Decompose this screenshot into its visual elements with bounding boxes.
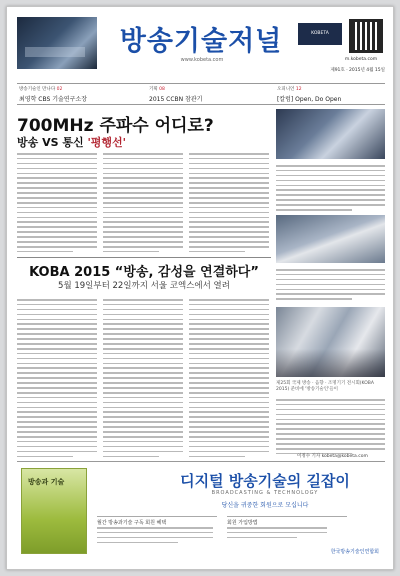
- magazine-cover: [21, 468, 87, 554]
- masthead-photo: [17, 17, 97, 69]
- masthead: [17, 17, 385, 79]
- article-body-column: [189, 153, 269, 256]
- article-body-column: [276, 269, 385, 303]
- article-body-column: [276, 165, 385, 214]
- ad-tagline: 당신을 귀중한 회원으로 모십니다: [221, 502, 309, 509]
- article-body-column: [276, 399, 385, 458]
- masthead-url: www.kobeta.com: [180, 57, 224, 63]
- koba-photo-caption: 제25회 국제 방송 · 음향 · 조명기기 전시회(KOBA 2015) 준비에 '방송기술인'들이: [276, 381, 374, 392]
- ad-headline: 디지털 방송기술의 길잡이: [180, 472, 350, 490]
- index-item: [19, 86, 87, 103]
- lead-photo: [276, 109, 385, 159]
- index-headline: [칼럼] Open, Do Open: [277, 96, 342, 103]
- divider: [17, 257, 271, 258]
- index-page: 12: [295, 87, 302, 92]
- index-item: [277, 86, 341, 103]
- index-item: [149, 86, 202, 103]
- byline: 이정수 기자 kobeta@kobeta.com: [297, 454, 368, 459]
- ad-signup-box: [227, 516, 347, 552]
- koba-subheadline: 5월 19일부터 22일까지 서울 코엑스에서 열려: [58, 281, 230, 291]
- index-page: 08: [159, 87, 165, 92]
- index-page: 02: [56, 87, 63, 92]
- article-photo: [276, 215, 385, 263]
- issue-info: 제91호 · 2015년 4월 15일: [330, 68, 385, 73]
- ad-subheadline: BROADCASTING & TECHNOLOGY: [211, 490, 319, 496]
- article-body-column: [189, 299, 269, 460]
- ad-box-heading: 회원 가입방법: [227, 520, 258, 526]
- koba-photo: [276, 307, 385, 377]
- organization-name: 한국방송기술인연합회: [330, 549, 379, 555]
- ad-benefits-box: [97, 516, 217, 552]
- newspaper-title: 방송기술저널: [119, 26, 283, 57]
- article-body-column: [103, 299, 183, 460]
- ad-box-heading: 월간 방송과기술 구독 회원 혜택: [97, 520, 167, 526]
- index-section: 기획: [149, 87, 158, 92]
- qr-label: m.kobeta.com: [344, 57, 378, 62]
- koba-headline: KOBA 2015 “방송, 감성을 연결하다”: [29, 265, 259, 280]
- index-headline: 최영학 CBS 기술연구소장: [19, 96, 87, 103]
- section-index-bar: [17, 83, 385, 105]
- magazine-title: 방송과 기술: [28, 478, 65, 486]
- article-body-column: [17, 299, 97, 460]
- article-body-column: [103, 153, 183, 256]
- newspaper-page: [6, 6, 394, 570]
- lead-subheadline: 방송 VS 통신 '평행선': [17, 136, 127, 149]
- kobeta-badge: KOBETA: [298, 23, 342, 45]
- index-section: 방송기술인 만나다: [19, 87, 56, 92]
- article-body-column: [17, 153, 97, 256]
- lead-headline: 700MHz 주파수 어디로?: [17, 116, 214, 136]
- index-headline: 2015 CCBN 참관기: [149, 96, 203, 103]
- index-section: 오피니언: [277, 87, 295, 92]
- advertisement: [17, 461, 385, 561]
- qr-code-icon: [349, 19, 383, 53]
